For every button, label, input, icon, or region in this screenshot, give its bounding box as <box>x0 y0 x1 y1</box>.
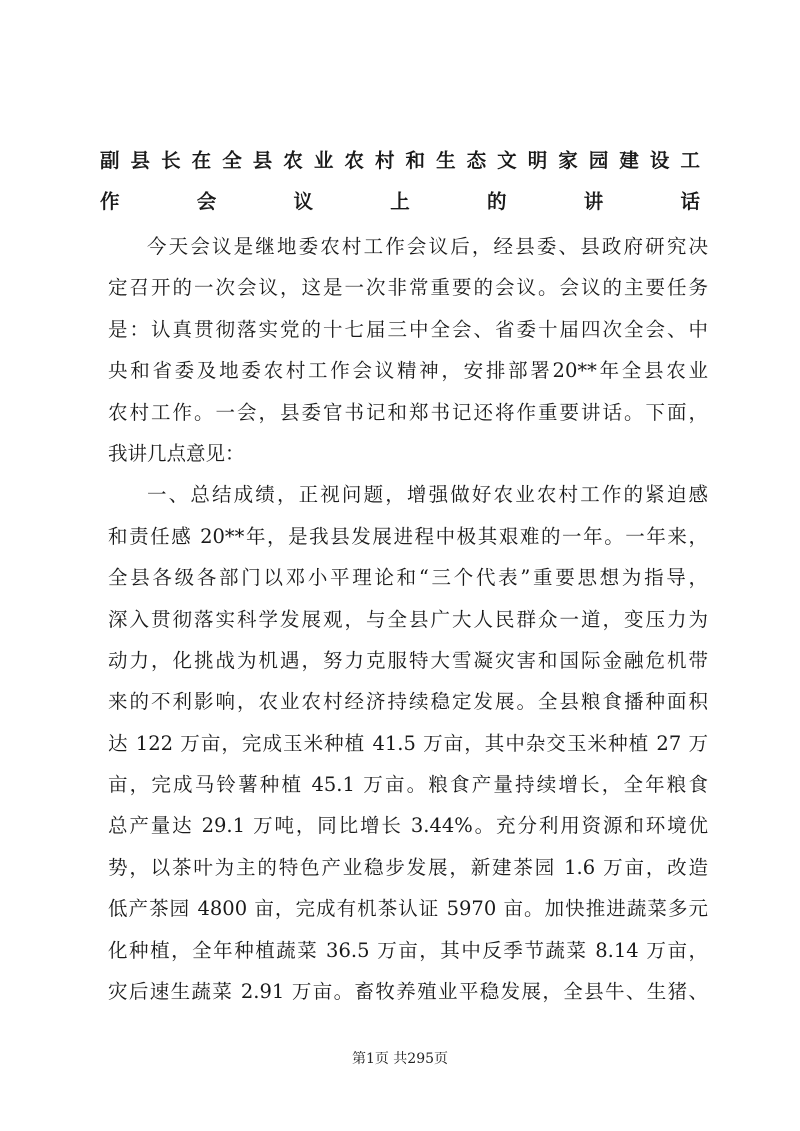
paragraph-line: 一、总结成绩，正视问题，增强做好农业农村工作的紧迫感 <box>147 483 708 507</box>
title-line: 副县长在全县农业农村和生态文明家园建设工 <box>100 149 700 172</box>
paragraph <box>108 474 708 1012</box>
paragraph-line: 是：认真贯彻落实党的十七届三中全会、省委十届四次全会、中 <box>108 317 708 341</box>
paragraph-line: 达 122 万亩，完成玉米种植 41.5 万亩，其中杂交玉米种植 27 万 <box>108 731 708 755</box>
paragraph-line: 农村工作。一会，县委官书记和郑书记还将作重要讲话。下面， <box>108 400 708 424</box>
paragraph-line: 化种植，全年种植蔬菜 36.5 万亩，其中反季节蔬菜 8.14 万亩， <box>108 938 708 962</box>
document-body <box>108 226 708 1012</box>
paragraph-line: 总产量达 29.1 万吨，同比增长 3.44%。充分利用资源和环境优 <box>108 814 708 838</box>
paragraph <box>108 226 708 474</box>
paragraph-line: 势，以茶叶为主的特色产业稳步发展，新建茶园 1.6 万亩，改造 <box>108 855 708 879</box>
document-title <box>100 140 700 223</box>
paragraph-line: 亩，完成马铃薯种植 45.1 万亩。粮食产量持续增长，全年粮食 <box>108 773 708 797</box>
paragraph-line: 今天会议是继地委农村工作会议后，经县委、县政府研究决 <box>147 235 708 258</box>
paragraph-line: 灾后速生蔬菜 2.91 万亩。畜牧养殖业平稳发展，全县牛、生猪、 <box>108 980 708 1004</box>
paragraph-line: 和责任感 20**年，是我县发展进程中极其艰难的一年。一年来， <box>108 524 708 548</box>
paragraph-line: 深入贯彻落实科学发展观，与全县广大人民群众一道，变压力为 <box>108 607 708 631</box>
paragraph-line: 央和省委及地委农村工作会议精神，安排部署20**年全县农业 <box>108 359 708 383</box>
page-number-footer: 第1页 共295页 <box>351 1051 449 1067</box>
title-line: 作会议上的讲话 <box>100 190 700 214</box>
paragraph-line: 全县各级各部门以邓小平理论和“三个代表”重要思想为指导， <box>108 566 708 590</box>
paragraph-line: 来的不利影响，农业农村经济持续稳定发展。全县粮食播种面积 <box>108 690 708 714</box>
paragraph-line: 低产茶园 4800 亩，完成有机茶认证 5970 亩。加快推进蔬菜多元 <box>108 897 708 921</box>
paragraph-line: 我讲几点意见： <box>108 441 245 465</box>
paragraph-line: 动力，化挑战为机遇，努力克服特大雪凝灾害和国际金融危机带 <box>108 648 708 672</box>
paragraph-line: 定召开的一次会议，这是一次非常重要的会议。会议的主要任务 <box>108 276 708 300</box>
